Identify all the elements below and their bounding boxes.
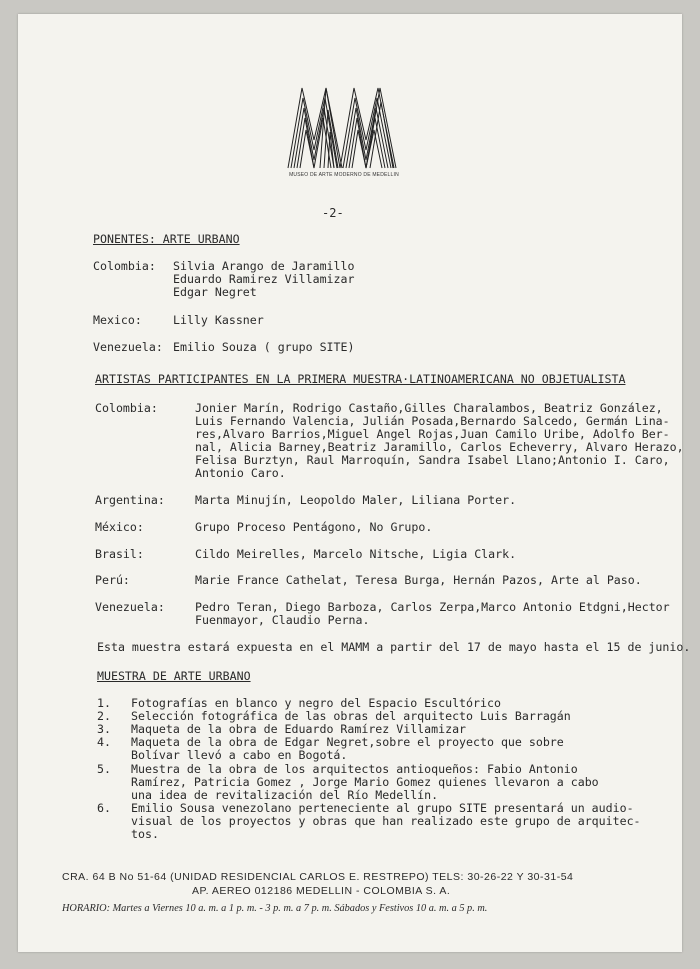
country-label: Venezuela: [93, 340, 163, 354]
artistas-heading: ARTISTAS PARTICIPANTES EN LA PRIMERA MUESTRA·LATINOAMERICANA NO OBJETUALISTA [95, 372, 626, 386]
artist-line: Fuenmayor, Claudio Perna. [195, 613, 370, 627]
country-label: Colombia: [93, 259, 156, 273]
item-number: 5. [97, 762, 111, 776]
artist-line: Marta Minujín, Leopoldo Maler, Liliana Porter. [195, 493, 517, 507]
artist-line: Antonio Caro. [195, 466, 286, 480]
item-text-block [131, 736, 564, 762]
country-label: Brasil: [95, 547, 144, 561]
country-label: Mexico: [93, 313, 142, 327]
item-text: Ramírez, Patricia Gomez , Jorge Mario Gomez quienes llevaron a cabo [131, 775, 599, 789]
speaker-name: Lilly Kassner [173, 313, 264, 327]
item-text-block [131, 763, 599, 802]
speaker-name: Emilio Souza ( grupo SITE) [173, 340, 355, 354]
speaker-name: Eduardo Ramirez Villamizar [173, 272, 355, 286]
speaker-name: Edgar Negret [173, 285, 257, 299]
item-number: 4. [97, 735, 111, 749]
item-text: tos. [131, 827, 159, 841]
document-page [18, 14, 691, 952]
item-text: Bolívar llevó a cabo en Bogotá. [131, 748, 348, 762]
country-label: Argentina: [95, 493, 165, 507]
item-number: 6. [97, 801, 111, 815]
item-text: Emilio Sousa venezolano perteneciente al grupo SITE presentará un audio- [131, 801, 634, 815]
country-label: México: [95, 520, 144, 534]
artist-line: res,Alvaro Barrios,Miguel Angel Rojas,Juan Camilo Uribe, Adolfo Ber- [195, 427, 670, 441]
artist-list [195, 402, 684, 480]
speaker-list [173, 260, 354, 299]
footer-address: CRA. 64 B No 51-64 (UNIDAD RESIDENCIAL CARLOS E. RESTREPO) TELS: 30-26-22 Y 30-31-54 [62, 871, 574, 883]
artist-line: Jonier Marín, Rodrigo Castaño,Gilles Charalambos, Beatriz González, [195, 401, 663, 415]
country-label: Perú: [95, 573, 130, 587]
artist-list [195, 601, 670, 627]
footer-hours: HORARIO: Martes a Viernes 10 a. m. a 1 p. m. - 3 p. m. a 7 p. m. Sábados y Festivos 10 a. m. a 5 p. m. [62, 903, 488, 914]
ponentes-heading: PONENTES: ARTE URBANO [93, 232, 240, 246]
muestra-heading: MUESTRA DE ARTE URBANO [97, 669, 251, 683]
item-text: visual de los proyectos y obras que han realizado este grupo de arquitec- [131, 814, 641, 828]
mamm-logo-mark [284, 80, 404, 172]
item-text: Muestra de la obra de los arquitectos antioqueños: Fabio Antonio [131, 762, 578, 776]
item-number: 2. [97, 709, 111, 723]
item-number: 3. [97, 722, 111, 736]
country-label: Venezuela: [95, 600, 165, 614]
artist-line: nal, Alicia Barney,Beatriz Jaramillo, Carlos Echeverry, Alvaro Herazo, [195, 440, 684, 454]
item-text: una idea de revitalización del Río Medellín. [131, 788, 439, 802]
item-text: Selección fotográfica de las obras del arquitecto Luis Barragán [131, 709, 571, 723]
item-text: Maqueta de la obra de Eduardo Ramírez Villamizar [131, 722, 467, 736]
item-number: 1. [97, 696, 111, 710]
item-text: Fotografías en blanco y negro del Espacio Escultórico [131, 696, 501, 710]
exhibition-note: Esta muestra estará expuesta en el MAMM a partir del 17 de mayo hasta el 15 de junio. [97, 640, 691, 654]
museum-logo [284, 80, 404, 180]
artist-line: Grupo Proceso Pentágono, No Grupo. [195, 520, 433, 534]
footer-postal: AP. AEREO 012186 MEDELLIN - COLOMBIA S. A. [192, 885, 451, 897]
country-label: Colombia: [95, 401, 158, 415]
artist-line: Felisa Burztyn, Raul Marroquín, Sandra Isabel Llano;Antonio I. Caro, [195, 453, 670, 467]
logo-caption: MUSEO DE ARTE MODERNO DE MEDELLIN [289, 172, 399, 178]
artist-line: Pedro Teran, Diego Barboza, Carlos Zerpa,Marco Antonio Etdgni,Hector [195, 600, 670, 614]
item-text: Maqueta de la obra de Edgar Negret,sobre el proyecto que sobre [131, 735, 564, 749]
page-number: -2- [322, 206, 344, 220]
artist-line: Luis Fernando Valencia, Julián Posada,Bernardo Salcedo, Germán Lina- [195, 414, 670, 428]
item-text-block [131, 802, 641, 841]
artist-line: Cildo Meirelles, Marcelo Nitsche, Ligia Clark. [195, 547, 517, 561]
speaker-name: Silvia Arango de Jaramillo [173, 259, 355, 273]
artist-line: Marie France Cathelat, Teresa Burga, Hernán Pazos, Arte al Paso. [195, 573, 642, 587]
